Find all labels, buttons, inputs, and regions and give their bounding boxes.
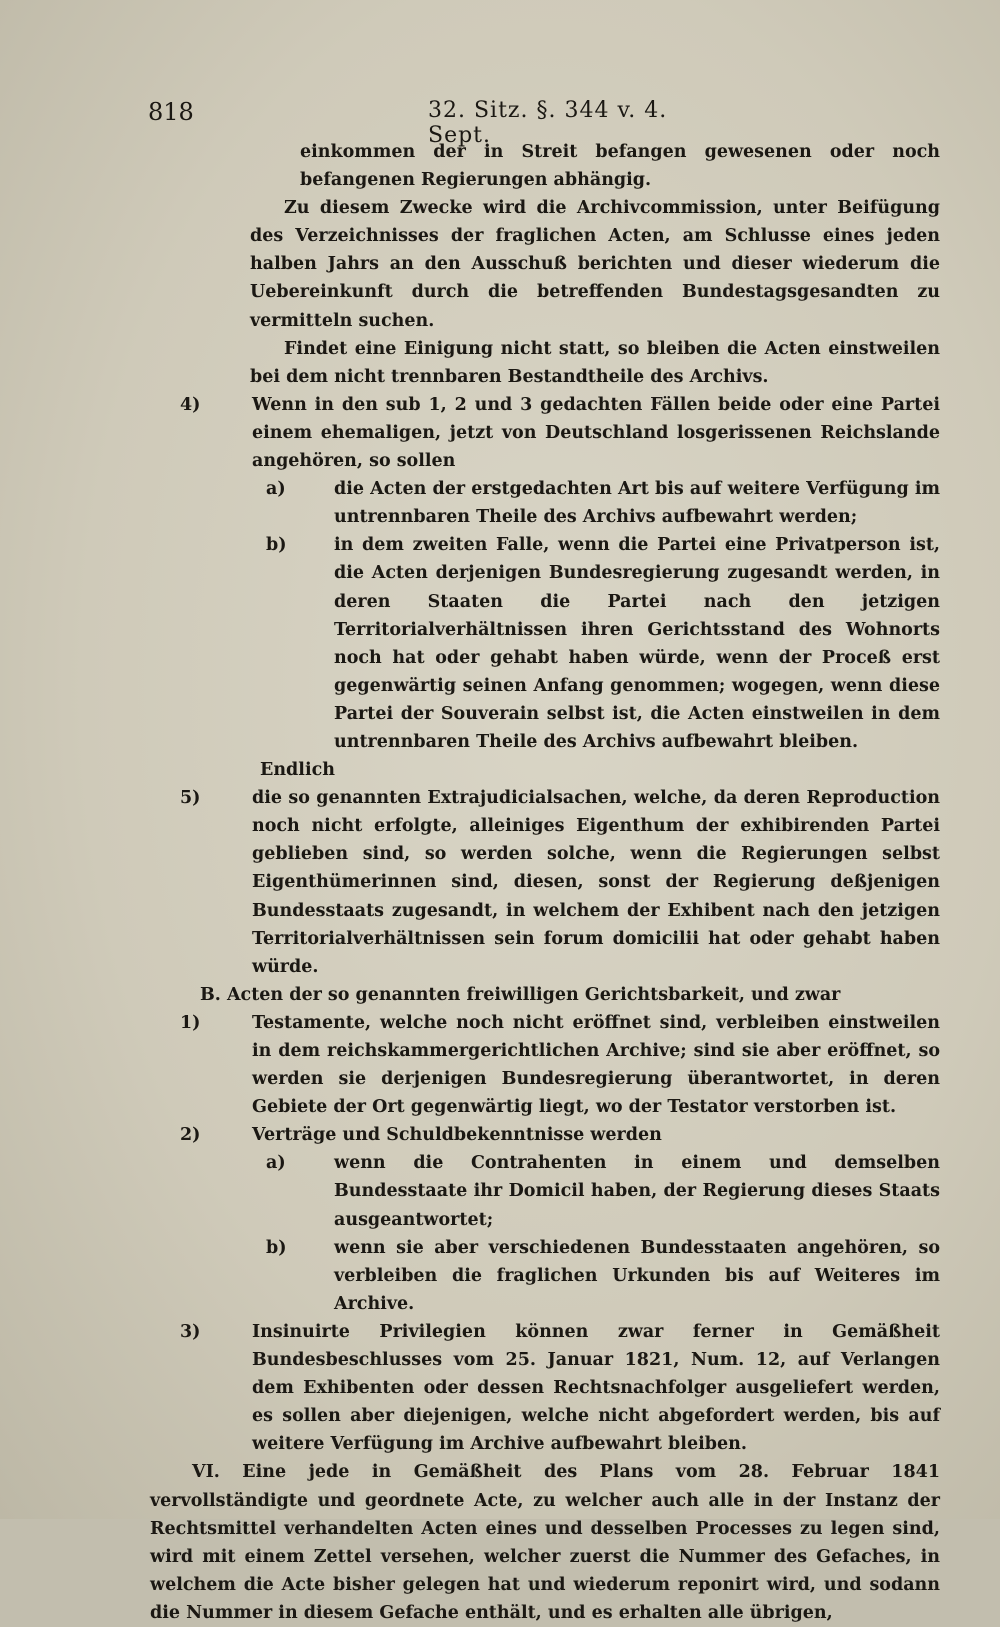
list-item-b2b (150, 1234, 940, 1318)
list-label: a) (266, 1153, 286, 1174)
list-label: 2) (180, 1125, 201, 1146)
list-label: b) (266, 1237, 287, 1258)
paragraph-continuation: einkommen der in Streit befangen gewesenen oder noch befangenen Regierungen abhängig. (300, 142, 940, 191)
paragraph-vi: VI. Eine jede in Gemäßheit des Plans vom 28. Februar 1841 vervollständigte und geordnete Acte, zu welcher auch alle in der Instanz der Rechtsmittel verhandelten Acten eines und desselben Processes zu legen sind, wird mit einem Zettel versehen, welcher zuerst die Nummer des Gefaches, in welchem die Acte bisher gelegen hat und wiederum reponirt wird, und sodann die Nummer in diesem Gefache enthält, und es erhalten alle übrigen, (150, 1462, 940, 1623)
list-item-4a (150, 475, 940, 531)
list-text: Insinuirte Privilegien können zwar ferner in Gemäßheit Bundesbeschlusses vom 25. Januar 1821, Num. 12, auf Verlangen dem Exhibenten oder dessen Rechtsnachfolger ausgeliefert werden, es sollen aber diejenigen, welche nicht abgefordert werden, bis auf weitere Verfügung im Archive aufbewahrt bleiben. (252, 1321, 940, 1455)
list-item-b2 (150, 1121, 940, 1149)
list-text: wenn sie aber verschiedenen Bundesstaaten angehören, so verbleiben die fraglichen Urkunden bis auf Weiteres im Archive. (334, 1237, 940, 1314)
list-item-b1 (150, 1009, 940, 1121)
running-head: 32. Sitz. §. 344 v. 4. Sept. (428, 98, 668, 148)
list-item-4 (150, 391, 940, 475)
page-number: 818 (148, 98, 194, 126)
list-label: 4) (180, 394, 201, 415)
section-heading-b: B. Acten der so genannten freiwilligen Gerichtsbarkeit, und zwar (200, 984, 841, 1005)
list-label: 3) (180, 1321, 201, 1342)
list-text: die Acten der erstgedachten Art bis auf weitere Verfügung im untrennbaren Theile des Archivs aufbewahrt werden; (334, 479, 940, 528)
list-text: Verträge und Schuldbekenntnisse werden (252, 1125, 662, 1146)
paragraph-einigung: Findet eine Einigung nicht statt, so bleiben die Acten einstweilen bei dem nicht trennbaren Bestandtheile des Archivs. (250, 338, 940, 387)
list-label: a) (266, 479, 286, 500)
page-header (148, 98, 708, 148)
list-item-b3 (150, 1318, 940, 1458)
list-item-b2a (150, 1149, 940, 1233)
paragraph-endlich: Endlich (260, 760, 335, 781)
list-text: die so genannten Extrajudicialsachen, welche, da deren Reproduction noch nicht erfolgte, alleiniges Eigenthum der exhibirenden Partei geblieben sind, so werden solche, wenn die Regierungen selbst Eigenthümerinnen sind, diesen, sonst der Regierung deßjenigen Bundesstaats zugesandt, in welchem der Exhibent nach den jetzigen Territorialverhältnissen sein forum domicilii hat oder gehabt haben würde. (252, 788, 940, 977)
list-text: wenn die Contrahenten in einem und demselben Bundesstaate ihr Domicil haben, der Regierung dieses Staats ausgeantwortet; (334, 1153, 940, 1230)
list-text: Wenn in den sub 1, 2 und 3 gedachten Fällen beide oder eine Partei einem ehemaligen, jetzt von Deutschland losgerissenen Reichslande angehören, so sollen (252, 394, 940, 472)
list-item-5 (150, 784, 940, 981)
list-label: b) (266, 535, 287, 556)
list-text: Testamente, welche noch nicht eröffnet sind, verbleiben einstweilen in dem reichskammergerichtlichen Archive; sind sie aber eröffnet, so werden sie derjenigen Bundesregierung überantwortet, in deren Gebiete der Ort gegenwärtig liegt, wo der Testator verstorben ist. (252, 1012, 940, 1118)
list-text: in dem zweiten Falle, wenn die Partei eine Privatperson ist, die Acten derjenigen Bundesregierung zugesandt werden, in deren Staaten die Partei nach den jetzigen Territorialverhältnissen ihren Gerichtsstand des Wohnorts noch hat oder gehabt haben würde, wenn der Proceß erst gegenwärtig seinen Anfang genommen; wogegen, wenn diese Partei der Souverain selbst ist, die Acten einstweilen in dem untrennbaren Theile des Archivs aufbewahrt bleiben. (334, 535, 940, 752)
list-label: 5) (180, 788, 201, 809)
page-body (150, 138, 940, 1627)
list-item-4b (150, 531, 940, 756)
list-label: 1) (180, 1012, 201, 1033)
paragraph-zweck: Zu diesem Zwecke wird die Archivcommission, unter Beifügung des Verzeichnisses der fraglichen Acten, am Schlusse eines jeden halben Jahrs an den Ausschuß berichten und dieser wiederum die Uebereinkunft durch die betreffenden Bundestagsgesandten zu vermitteln suchen. (250, 198, 940, 331)
